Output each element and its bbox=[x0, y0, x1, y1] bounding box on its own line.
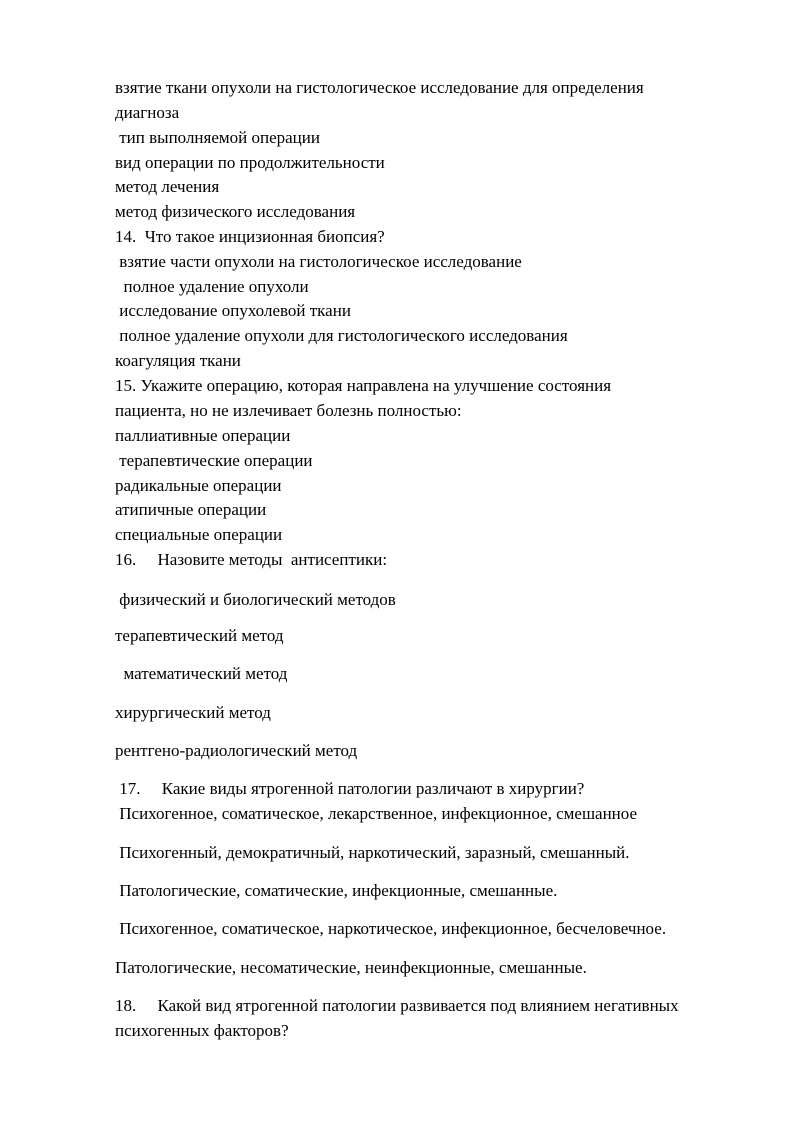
text-line: физический и биологический методов bbox=[115, 590, 396, 609]
text-line: метод физического исследования bbox=[115, 202, 356, 221]
text-line: Психогенное, соматическое, наркотическое, инфекционное, бесчеловечное. bbox=[115, 919, 667, 938]
question-17: 17. Какие виды ятрогенной патологии различают в хирургии? bbox=[115, 779, 585, 798]
text-line: Патологические, несоматические, неинфекционные, смешанные. bbox=[115, 958, 587, 977]
text-line: коагуляция ткани bbox=[115, 351, 241, 370]
text-line: метод лечения bbox=[115, 177, 220, 196]
text-line: атипичные операции bbox=[115, 500, 267, 519]
text-line: полное удаление опухоли для гистологического исследования bbox=[115, 326, 568, 345]
text-line: психогенных факторов? bbox=[115, 1021, 289, 1040]
text-line: Патологические, соматические, инфекционные, смешанные. bbox=[115, 881, 558, 900]
text-line: полное удаление опухоли bbox=[115, 277, 309, 296]
text-line: терапевтический метод bbox=[115, 626, 284, 645]
text-line: взятие части опухоли на гистологическое исследование bbox=[115, 252, 522, 271]
question-18: 18. Какой вид ятрогенной патологии развивается под влиянием негативных bbox=[115, 996, 679, 1015]
text-line: хирургический метод bbox=[115, 703, 271, 722]
text-line: Психогенное, соматическое, лекарственное, инфекционное, смешанное bbox=[115, 804, 638, 823]
text-line: радикальные операции bbox=[115, 476, 282, 495]
text-line: математический метод bbox=[115, 664, 288, 683]
question-15: 15. Укажите операцию, которая направлена на улучшение состояния bbox=[115, 376, 612, 395]
text-line: терапевтические операции bbox=[115, 451, 313, 470]
text-line: взятие ткани опухоли на гистологическое исследование для определения bbox=[115, 78, 644, 97]
text-line: пациента, но не излечивает болезнь полностью: bbox=[115, 401, 462, 420]
question-16: 16. Назовите методы антисептики: bbox=[115, 550, 388, 569]
text-line: диагноза bbox=[115, 103, 180, 122]
text-line: Психогенный, демократичный, наркотический, заразный, смешанный. bbox=[115, 843, 630, 862]
text-line: специальные операции bbox=[115, 525, 283, 544]
question-14: 14. Что такое инцизионная биопсия? bbox=[115, 227, 385, 246]
text-line: исследование опухолевой ткани bbox=[115, 301, 351, 320]
text-line: рентгено-радиологический метод bbox=[115, 741, 358, 760]
text-line: тип выполняемой операции bbox=[115, 128, 320, 147]
text-line: паллиативные операции bbox=[115, 426, 291, 445]
text-line: вид операции по продолжительности bbox=[115, 153, 385, 172]
